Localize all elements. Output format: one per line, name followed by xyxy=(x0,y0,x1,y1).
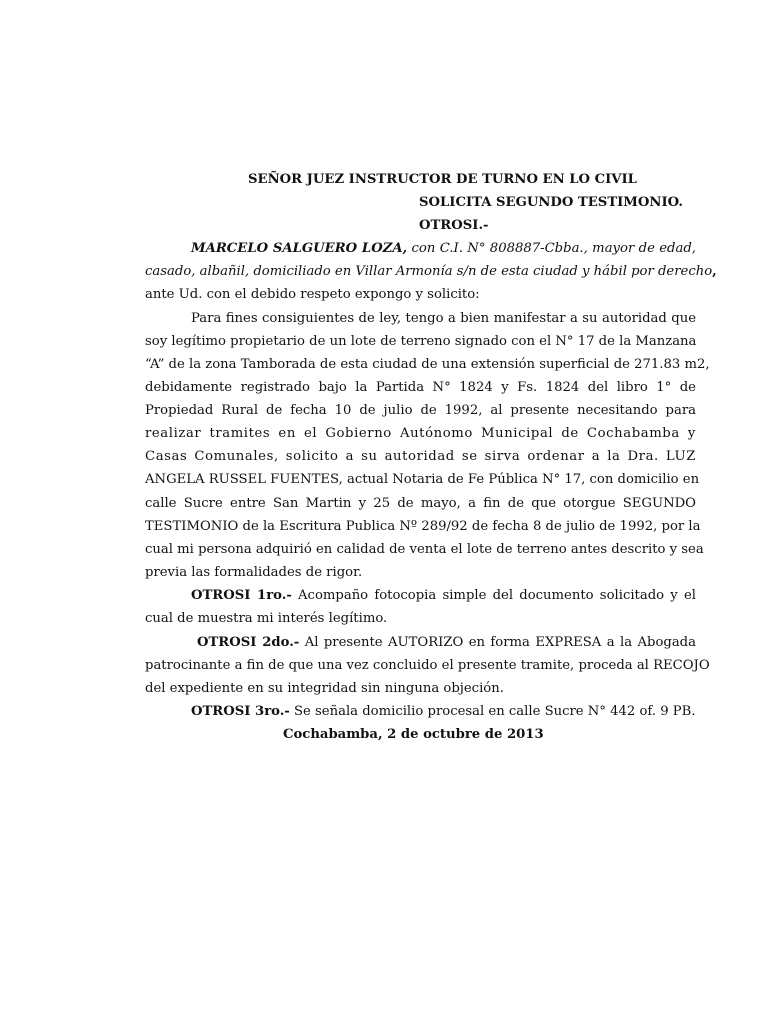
body-line-4: debidamente registrado bajo la Partida N° 1824 y Fs. 1824 del libro 1° de xyxy=(145,380,696,395)
body-line-10: TESTIMONIO de la Escritura Publica Nº 289/92 de fecha 8 de julio de 1992, por la xyxy=(145,519,701,534)
intro-line-2 xyxy=(145,260,717,283)
petitioner-details: casado, albañil, domiciliado en Villar Armonía s/n de esta ciudad y hábil por derecho xyxy=(145,264,713,279)
intro-line-1 xyxy=(145,237,696,260)
body-line-2: soy legítimo propietario de un lote de terreno signado con el N° 17 de la Manzana xyxy=(145,334,697,349)
otrosi3-label: OTROSI 3ro.- xyxy=(191,704,290,719)
otrosi3-text: Se señala domicilio procesal en calle Sucre N° 442 of. 9 PB. xyxy=(294,704,696,719)
body-line-9: calle Sucre entre San Martin y 25 de mayo, a fin de que otorgue SEGUNDO xyxy=(145,496,696,511)
otrosi1-line-1 xyxy=(145,584,696,607)
otrosi2-line-2: patrocinante a fin de que una vez concluido el presente tramite, proceda al RECOJO xyxy=(145,658,710,673)
body-line-12: previa las formalidades de rigor. xyxy=(145,565,363,580)
place-date: Cochabamba, 2 de octubre de 2013 xyxy=(283,727,544,742)
addressee-heading: SEÑOR JUEZ INSTRUCTOR DE TURNO EN LO CIVIL xyxy=(248,172,637,187)
otrosi1-label: OTROSI 1ro.- xyxy=(191,588,292,603)
otrosi2-label: OTROSI 2do.- xyxy=(197,635,300,650)
otrosi1-line-2: cual de muestra mi interés legítimo. xyxy=(145,611,388,626)
body-line-7: Casas Comunales, solicito a su autoridad se sirva ordenar a la Dra. LUZ xyxy=(145,449,696,464)
otrosi2-text: Al presente AUTORIZO en forma EXPRESA a la Abogada xyxy=(304,635,696,650)
petitioner-id: con C.I. N° 808887-Cbba., mayor de edad, xyxy=(411,241,696,256)
intro-line-3: ante Ud. con el debido respeto expongo y solicito: xyxy=(145,287,480,302)
body-line-5: Propiedad Rural de fecha 10 de julio de 1992, al presente necesitando para xyxy=(145,403,696,418)
body-line-1: Para fines consiguientes de ley, tengo a bien manifestar a su autoridad que xyxy=(191,311,696,326)
otrosi2-line-3: del expediente en su integridad sin ninguna objeción. xyxy=(145,681,504,696)
body-line-8: ANGELA RUSSEL FUENTES, actual Notaria de Fe Pública N° 17, con domicilio en xyxy=(145,472,700,487)
otrosi2-line-1 xyxy=(145,631,696,654)
otrosi1-text: Acompaño fotocopia simple del documento solicitado y el xyxy=(298,588,696,603)
otrosi3-line xyxy=(145,700,696,723)
otrosi-heading: OTROSI.- xyxy=(419,218,489,233)
body-line-11: cual mi persona adquirió en calidad de venta el lote de terreno antes descrito y sea xyxy=(145,542,704,557)
petitioner-name: MARCELO SALGUERO LOZA, xyxy=(191,241,408,256)
body-line-3: “A” de la zona Tamborada de esta ciudad de una extensión superficial de 271.83 m2, xyxy=(145,357,710,372)
body-line-6: realizar tramites en el Gobierno Autónomo Municipal de Cochabamba y xyxy=(145,426,696,441)
subject-heading: SOLICITA SEGUNDO TESTIMONIO. xyxy=(419,195,683,210)
intro-comma: , xyxy=(712,264,717,279)
